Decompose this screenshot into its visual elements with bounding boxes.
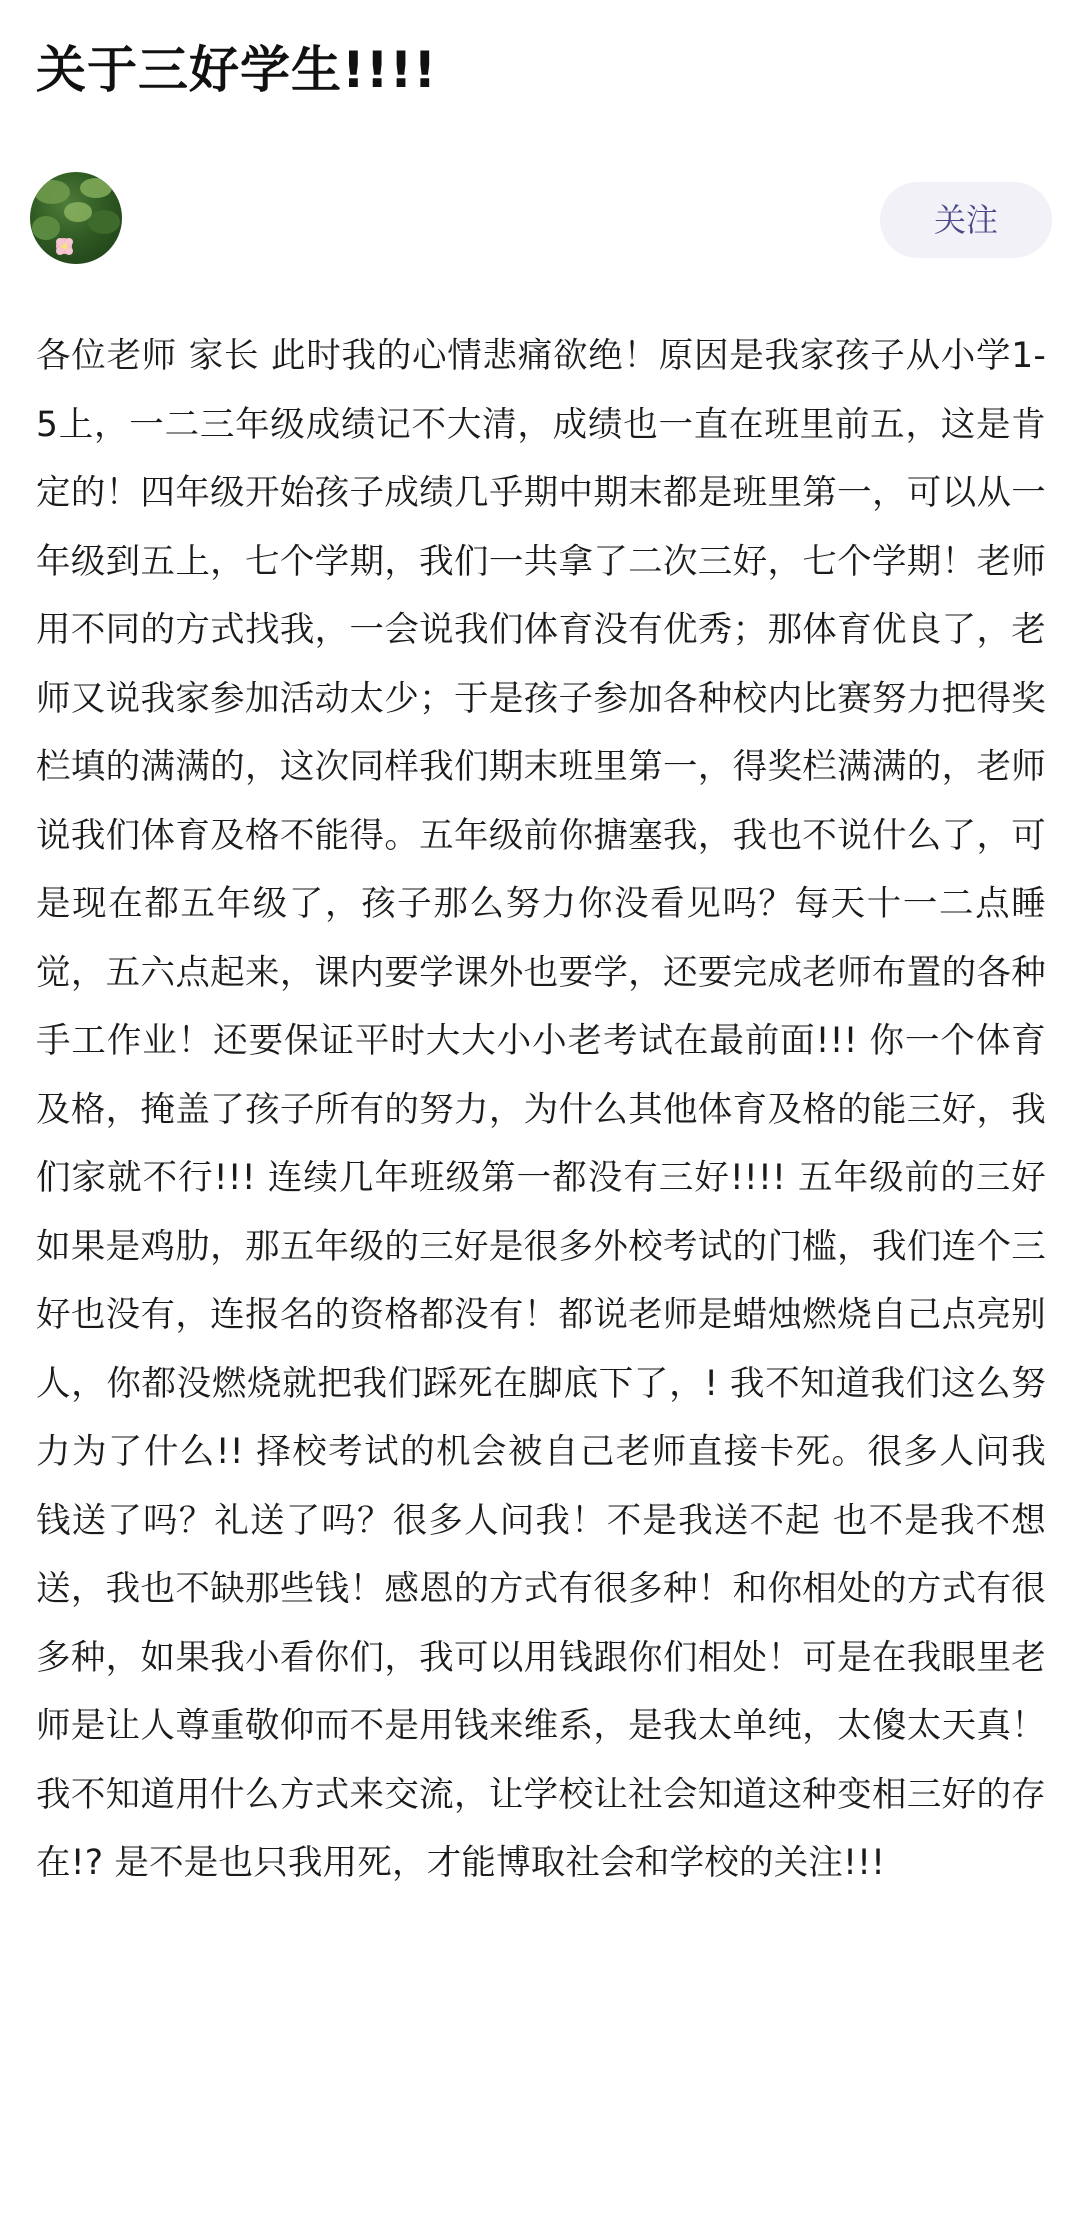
avatar-image: [30, 172, 122, 264]
follow-button[interactable]: 关注: [880, 182, 1052, 258]
post-body: 各位老师 家长 此时我的心情悲痛欲绝！原因是我家孩子从小学1-5上，一二三年级成绩记不大清，成绩也一直在班里前五，这是肯定的！四年级开始孩子成绩几乎期中期末都是班里第一，可以从一年级到五上，七个学期，我们一共拿了二次三好，七个学期！老师用不同的方式找我，一会说我们体育没有优秀；那体育优良了，老师又说我家参加活动太少；于是孩子参加各种校内比赛努力把得奖栏填的满满的，这次同样我们期末班里第一，得奖栏满满的，老师说我们体育及格不能得。五年级前你搪塞我，我也不说什么了，可是现在都五年级了，孩子那么努力你没看见吗？每天十一二点睡觉，五六点起来，课内要学课外也要学，还要完成老师布置的各种手工作业！还要保证平时大大小小老考试在最前面!!! 你一个体育及格，掩盖了孩子所有的努力，为什么其他体育及格的能三好，我们家就不行!!! 连续几年班级第一都没有三好!!!! 五年级前的三好如果是鸡肋，那五年级的三好是很多外校考试的门槛，我们连个三好也没有，连报名的资格都没有！都说老师是蜡烛燃烧自己点亮别人，你都没燃烧就把我们踩死在脚底下了，! 我不知道我们这么努力为了什么!! 择校考试的机会被自己老师直接卡死。很多人问我钱送了吗？礼送了吗？很多人问我！不是我送不起 也不是我不想送，我也不缺那些钱！感恩的方式有很多种！和你相处的方式有很多种，如果我小看你们，我可以用钱跟你们相处！可是在我眼里老师是让人尊重敬仰而不是用钱来维系，是我太单纯，太傻太天真！我不知道用什么方式来交流，让学校让社会知道这种变相三好的存在!? 是不是也只我用死，才能博取社会和学校的关注!!!: [36, 336, 1046, 1883]
author-row: [0, 168, 1080, 268]
avatar[interactable]: [30, 172, 122, 264]
post-title: 关于三好学生!!!!: [36, 41, 438, 99]
